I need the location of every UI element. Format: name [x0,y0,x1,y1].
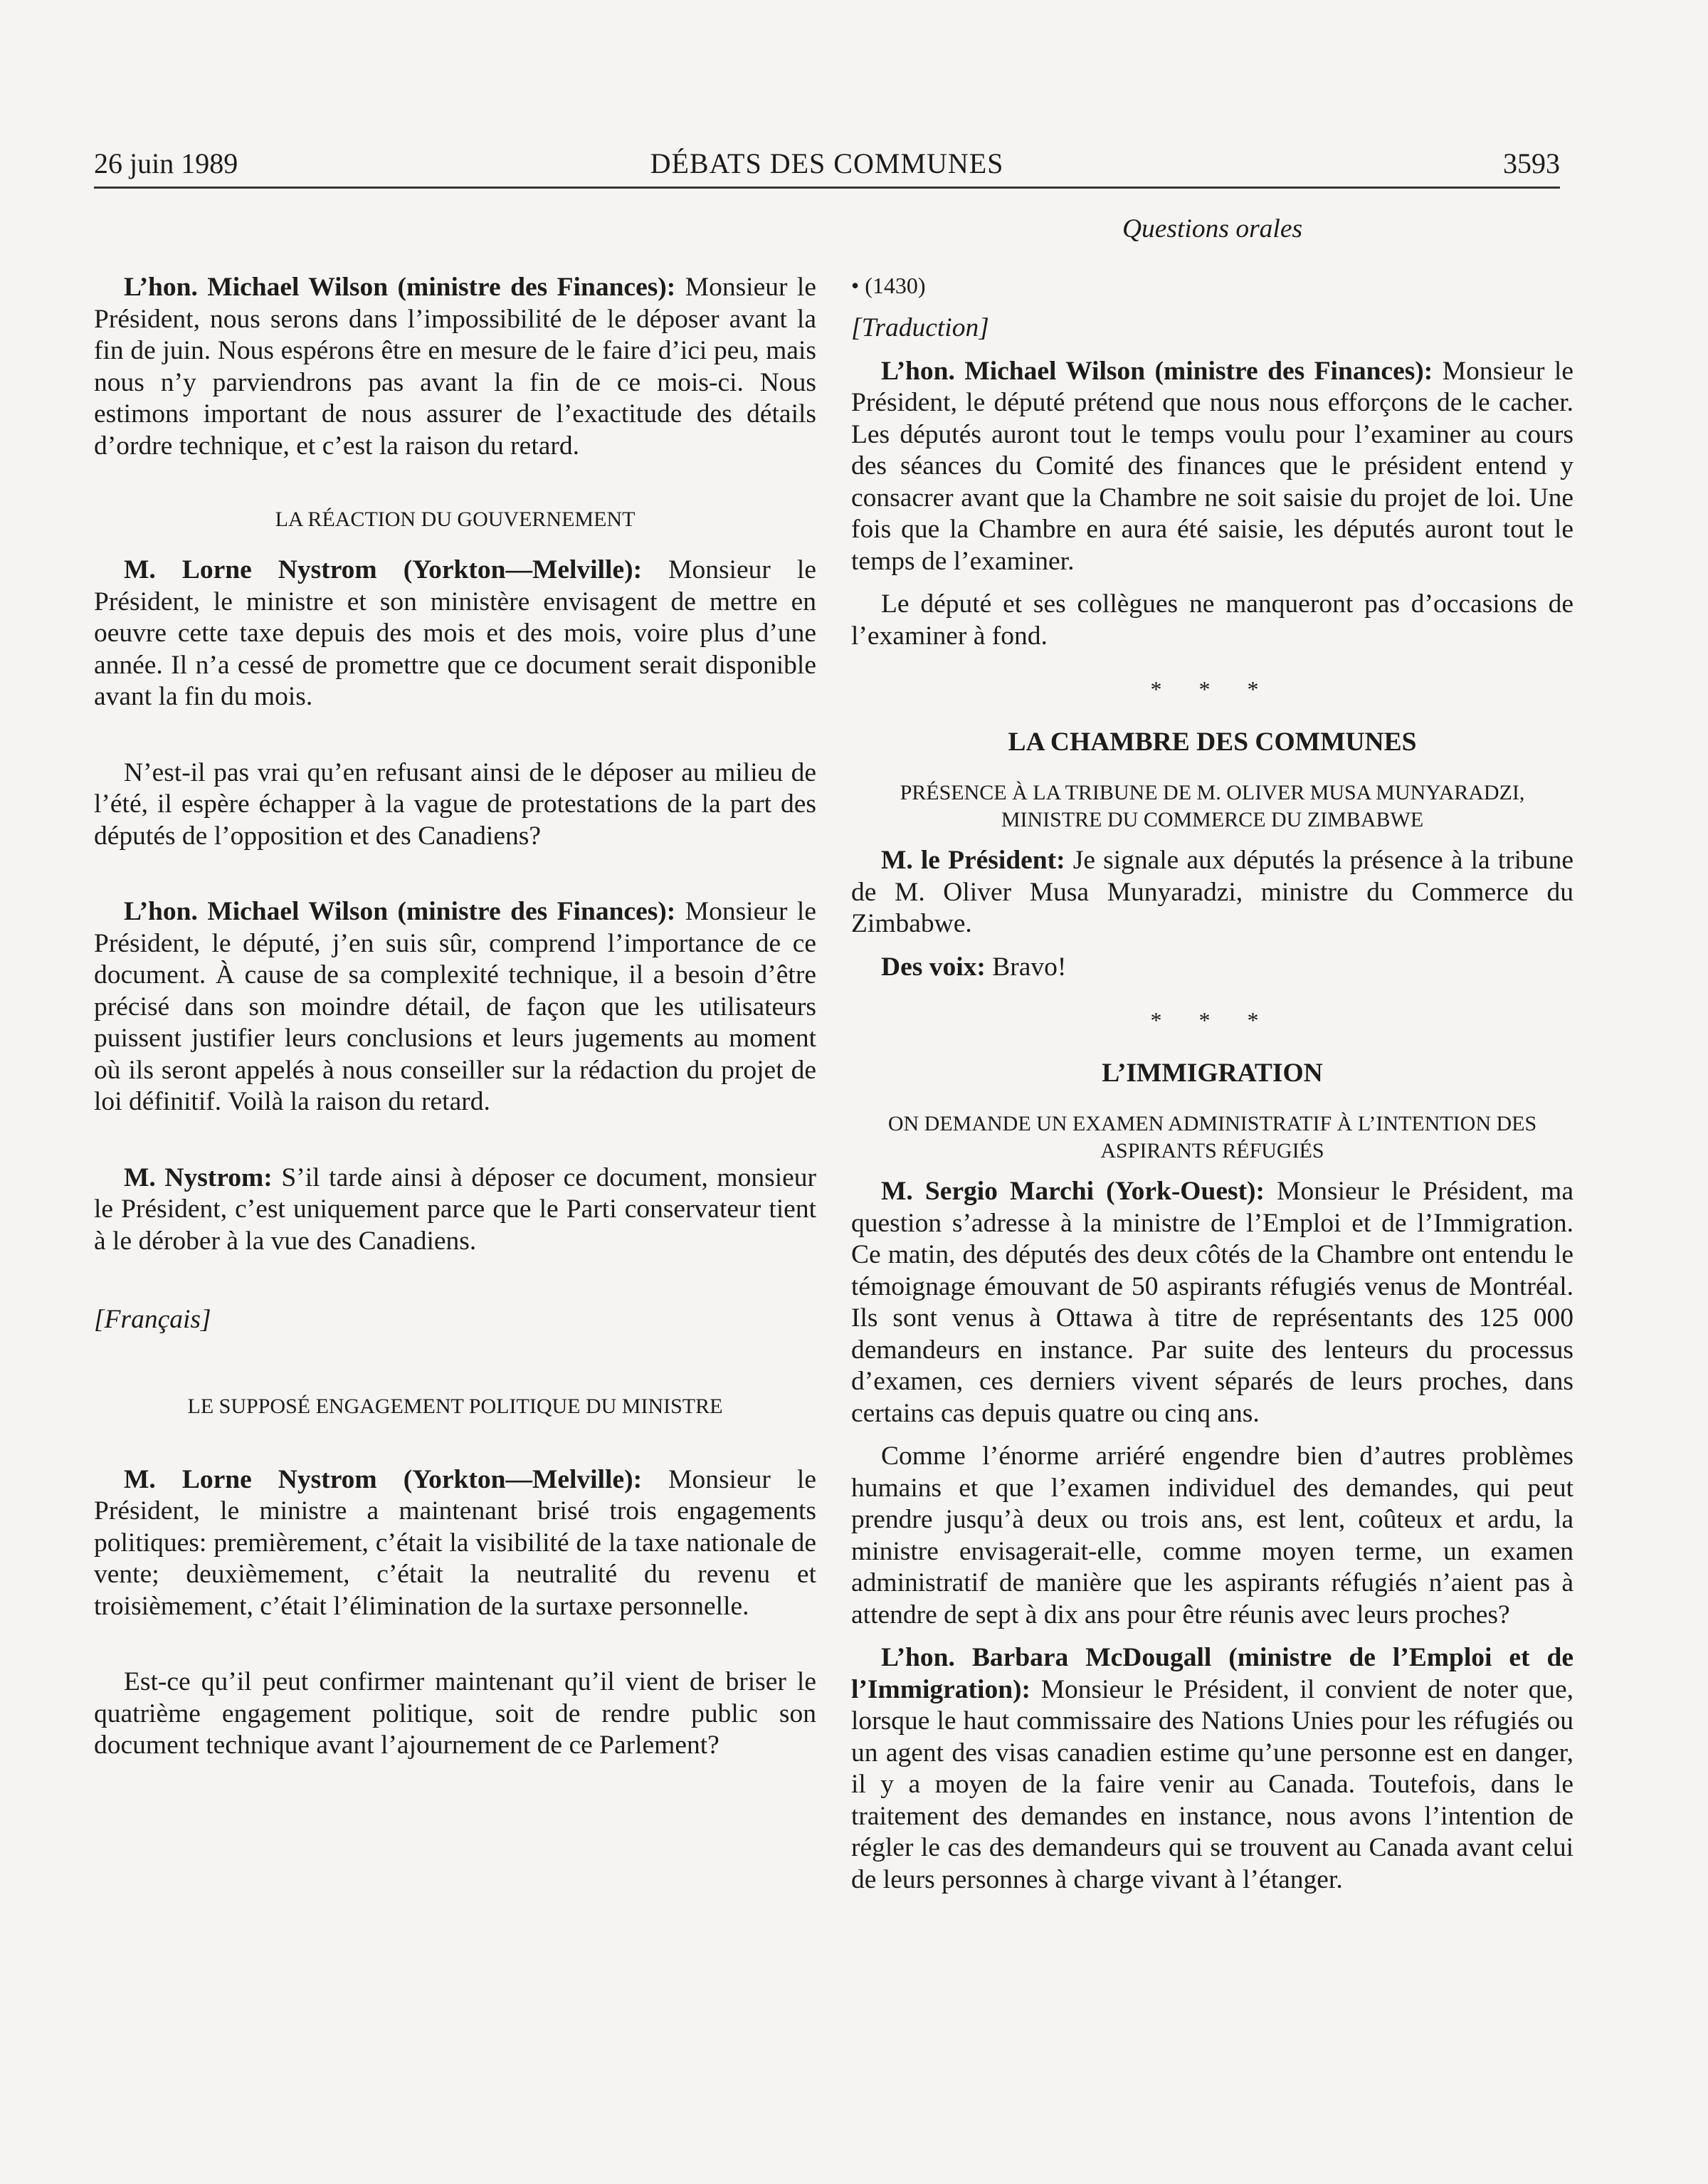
paragraph [94,272,816,462]
paragraph [94,1162,816,1258]
speaker-name: M. Nystrom: [124,1162,273,1192]
section-heading: PRÉSENCE À LA TRIBUNE DE M. OLIVER MUSA MUNYARADZI, MINISTRE DU COMMERCE DU ZIMBABWE [900,781,1525,831]
main-heading: L’IMMIGRATION [1102,1058,1323,1088]
speaker-name: L’hon. Michael Wilson (ministre des Finances): [881,356,1433,386]
paragraph [94,1464,816,1623]
section-separator: * * * [1150,1007,1275,1033]
speech-text: Monsieur le Président, le ministre a maintenant brisé trois engagements politiques: premièrement, c’était la visibilité de la taxe nationale de vente; deuxièmement, c’était la neutralité du revenu et troisièmement, c’était l’élimination de la surtaxe personnelle. [94,1464,816,1621]
speech-text: S’il tarde ainsi à déposer ce document, monsieur le Président, c’est uniquement parce que le Parti conservateur tient à le dérober à la vue des Canadiens. [94,1162,816,1256]
header-page-number: 3593 [1503,147,1560,179]
paragraph [94,555,816,713]
speech-text: Monsieur le Président, ma question s’adresse à la ministre de l’Emploi et de l’Immigration. Ce matin, des députés des deux côtés de la Chambre ont entendu le témoignage émouvant de 50 aspirants réfugiés venus de Montréal. Ils sont venus à Ottawa à titre de représentants des 125 000 demandeurs en instance. Par suite des lenteurs du processus d’examen, ces derniers vivent séparés de leurs proches, dans certains cas depuis quatre ou cinq ans. [851,1177,1573,1428]
paragraph [851,845,1573,940]
language-marker: [Français] [94,1305,211,1334]
page-header [94,144,1560,189]
section-heading: LA RÉACTION DU GOUVERNEMENT [275,508,636,531]
speaker-name: M. Lorne Nystrom (Yorkton—Melville): [124,555,643,584]
speaker-name: M. le Président: [881,846,1065,875]
paragraph: Comme l’énorme arriéré engendre bien d’autres problèmes humains et que l’examen individuel des demandes, qui peut prendre jusqu’à deux ou trois ans, est lent, coûteux et ardu, la ministre envisagerait-elle, comme moyen terme, un examen administratif de manière que les aspirants réfugiés n’aient pas à attendre de sept à dix ans pour être réunis avec leurs proches? [851,1442,1573,1629]
header-date: 26 juin 1989 [94,147,238,179]
speech-text: Bravo! [985,952,1067,982]
speaker-name: L’hon. Michael Wilson (ministre des Finances): [124,897,676,926]
speech-text: Monsieur le Président, le député, j’en suis sûr, comprend l’importance de ce document. À cause de sa complexité technique, il a besoin d’être précisé dans son moindre détail, de façon que les utilisateurs puissent justifier leurs conclusions et leurs jugements au moment où ils seront appelés à nous conseiller sur la rédaction du projet de loi définitif. Voilà la raison du retard. [94,897,816,1116]
speech-text: Monsieur le Président, nous serons dans l’impossibilité de le déposer avant la fin de juin. Nous espérons être en mesure de le faire d’ici peu, mais nous n’y parviendrons pas avant la fin de ce mois-ci. Nous estimons important de nous assurer de l’exactitude des détails d’ordre technique, et c’est la raison du retard. [94,273,816,461]
speech-text: Monsieur le Président, il convient de noter que, lorsque le haut commissaire des Nations Unies pour les réfugiés ou un agent des visas canadien estime qu’une personne est en danger, il y a moyen de la faire venir au Canada. Toutefois, dans le traitement des demandes en instance, nous avons l’intention de régler le cas des demandeurs qui se trouvent au Canada avant celui de leurs personnes à charge vivant à l’étanger. [851,1674,1573,1894]
speaker-name: M. Lorne Nystrom (Yorkton—Melville): [124,1464,643,1494]
section-heading: LE SUPPOSÉ ENGAGEMENT POLITIQUE DU MINISTRE [187,1394,723,1418]
header-title: DÉBATS DES COMMUNES [650,147,1004,179]
right-column [851,214,1573,1896]
speaker-name: L’hon. Barbara McDougall (ministre de l’Emploi et de l’Immigration): [851,1643,1573,1704]
paragraph [851,356,1573,578]
paragraph: Le député et ses collègues ne manqueront pas d’occasions de l’examiner à fond. [851,589,1573,651]
paragraph [851,1176,1573,1429]
paragraph: Est-ce qu’il peut confirmer maintenant qu’il vient de briser le quatrième engagement politique, soit de rendre public son document technique avant l’ajournement de ce Parlement? [94,1667,816,1760]
paragraph [851,1642,1573,1896]
paragraph: N’est-il pas vrai qu’en refusant ainsi de le déposer au milieu de l’été, il espère échapper à la vague de protestations de la part des députés de l’opposition et des Canadiens? [94,757,816,851]
running-head: Questions orales [1122,214,1303,243]
paragraph [851,952,1573,984]
section-separator: * * * [1150,676,1275,702]
main-heading: LA CHAMBRE DES COMMUNES [1008,727,1417,757]
speech-text: Monsieur le Président, le ministre et son ministère envisagent de mettre en oeuvre cette taxe depuis des mois et des mois, voire plus d’une année. Il n’a cessé de promettre que ce document serait disponible avant la fin du mois. [94,555,816,711]
speaker-name: M. Sergio Marchi (York-Ouest): [881,1177,1265,1206]
time-marker: • (1430) [851,272,926,298]
language-marker: [Traduction] [851,313,989,342]
speech-text: Je signale aux députés la présence à la tribune de M. Oliver Musa Munyaradzi, ministre du Commerce du Zimbabwe. [851,846,1573,938]
speaker-name: L’hon. Michael Wilson (ministre des Finances): [124,273,676,302]
speaker-name: Des voix: [881,952,986,982]
speech-text: Monsieur le Président, le député prétend que nous nous efforçons de le cacher. Les députés auront tout le temps voulu pour l’examiner au cours des séances du Comité des finances que le président entend y consacrer avant que la Chambre ne soit saisie du projet de loi. Une fois que la Chambre en aura été saisie, les députés auront tout le temps de l’examiner. [851,356,1573,576]
left-column [94,214,816,1762]
section-heading: ON DEMANDE UN EXAMEN ADMINISTRATIF À L’INTENTION DES ASPIRANTS RÉFUGIÉS [887,1112,1537,1162]
paragraph [94,896,816,1118]
